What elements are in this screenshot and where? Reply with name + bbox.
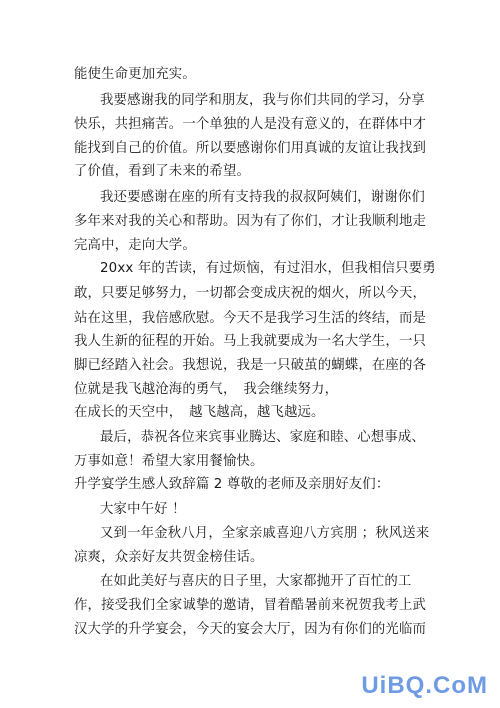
text-line: 完高中，走向大学。 <box>74 238 196 253</box>
text-line: 最后，恭祝各位来宾事业腾达、家庭和睦、心想事成、 <box>100 430 425 445</box>
text-line: 多年来对我的关心和帮助。因为有了你们，才让我顺利地走 <box>74 214 427 229</box>
text-line: 位就是我飞越沧海的勇气， 我会继续努力， <box>74 382 339 397</box>
text-line: 站在这里，我倍感欣慰。今天不是我学习生活的终结，而是 <box>74 311 427 326</box>
text-line: 我还要感谢在座的所有支持我的叔叔阿姨们，谢谢你们 <box>100 190 425 205</box>
text-line: 我人生新的征程的开始。马上我就要成为一名大学生，一只 <box>74 334 427 349</box>
text-line: 在如此美好与喜庆的日子里，大家都抛开了百忙的工 <box>100 574 412 589</box>
section-heading: 升学宴学生感人致辞篇 2 尊敬的老师及亲朋好友们： <box>74 477 390 492</box>
text-line: 快乐，共担痛苦。一个单独的人是没有意义的，在群体中才 <box>74 117 427 132</box>
text-line: 20xx 年的苦读，有过烦恼，有过泪水，但我相信只要勇 <box>100 261 436 276</box>
text-line: 脚已经踏入社会。我想说，我是一只破茧的蝴蝶，在座的各 <box>74 358 427 373</box>
text-line: 能使生命更加充实。 <box>74 67 196 82</box>
text-line: 在成长的天空中， 越飞越高，越飞越远。 <box>74 405 325 420</box>
text-line: 大家中午好 ！ <box>100 502 186 517</box>
text-line: 我要感谢我的同学和朋友，我与你们共同的学习，分享 <box>100 93 425 108</box>
text-line: 又到一年金秋八月，全家亲戚喜迎八方宾朋 ；秋风送来 <box>100 526 430 541</box>
text-line: 敢，只要足够努力，一切都会变成庆祝的烟火，所以今天， <box>74 286 427 301</box>
text-line: 万事如意！希望大家用餐愉快。 <box>74 454 264 469</box>
text-line: 能找到自己的价值。所以要感谢你们用真诚的友谊让我找到 <box>74 141 427 156</box>
text-line: 汉大学的升学宴会，今天的宴会大厅，因为有你们的光临而 <box>74 622 427 637</box>
text-line: 作，接受我们全家诚挚的邀请，冒着酷暑前来祝贺我考上武 <box>74 598 427 613</box>
text-line: 了价值，看到了未来的希望。 <box>74 164 251 179</box>
site-watermark: UiBQ.CoM <box>361 672 488 699</box>
text-line: 凉爽，众亲好友共贺金榜佳话。 <box>74 550 264 565</box>
